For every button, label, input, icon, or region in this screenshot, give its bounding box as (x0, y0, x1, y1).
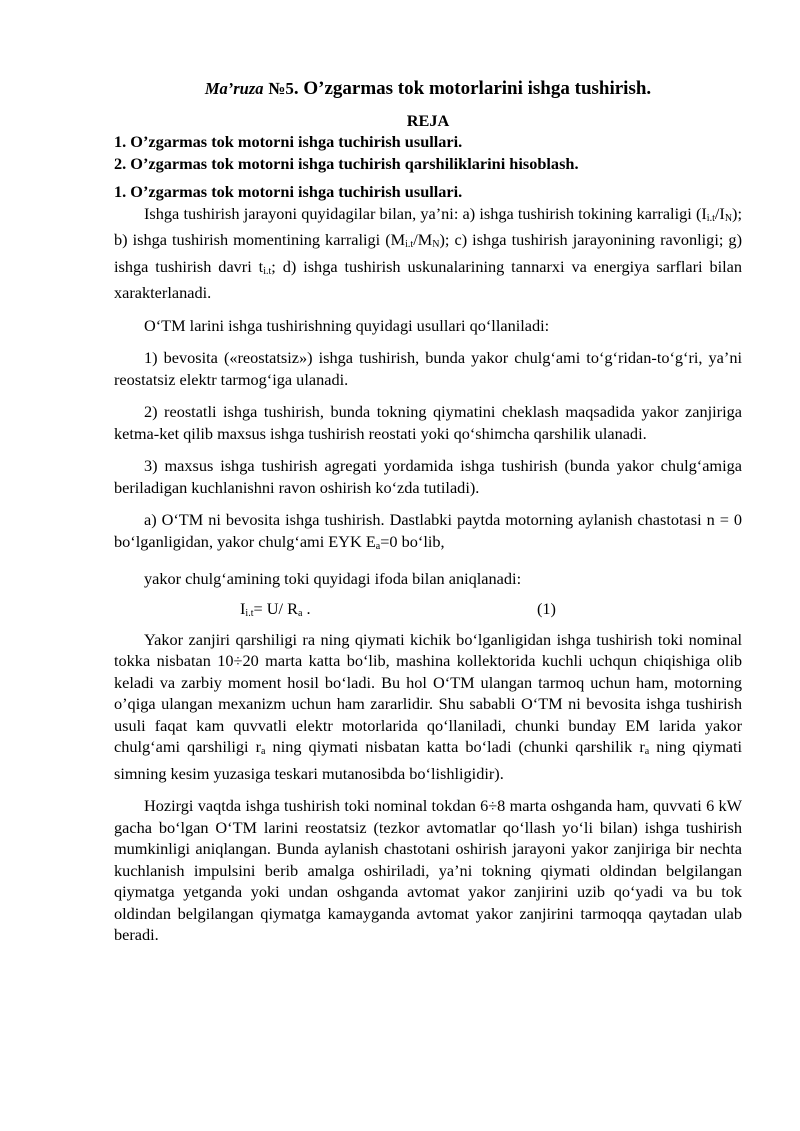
plan-heading: REJA (406, 110, 450, 130)
paragraph-method-3: 3) maxsus ishga tushirish agregati yordamida ishga tushirish (bunda yakor chulg‘amiga beriladigan kuchlanishni ravon oshirish ko‘zda tutiladi). (114, 456, 742, 497)
paragraph-resistance: Yakor zanjiri qarshiligi ra ning qiymati kichik bo‘lganligidan ishga tushirish toki nominal tokka nisbatan 10÷20 marta katta bo‘lib, mashina kollektorida kuchli uchqun chiqishiga olib keladi va zarbiy moment hosil bo‘ladi. Bu hol O‘TM ulangan tarmoq uchun ham, motorning o’qiga ulangan mexanizm uchun ham zararlidir. Shu sababli O‘TM ni bevosita ishga tushirish usuli faqat kam quvvatli elektr motorlarida qo‘llaniladi, chunki bunday EM larida yakor chulg‘ami qarshiligi $r_a$ ning qiymati nisbatan katta bo‘ladi (chunki qarshilik $r_a$ ning qiymati simning kesim yuzasiga teskari mutanosibda bo‘lishligidir). (114, 629, 743, 783)
lecture-prefix: Ma’ruza (204, 79, 264, 98)
section-heading-1: 1. O’zgarmas tok motorni ishga tuchirish usullari. (114, 182, 463, 201)
lecture-number: №5 (268, 79, 294, 98)
plan-item-2: 2. O’zgarmas tok motorni ishga tuchirish qarshiliklarini hisoblash. (114, 153, 579, 173)
paragraph-criteria: Ishga tushirish jarayoni quyidagilar bilan, ya’ni: a) ishga tushirish tokining karraligi $(I_{i.t}/I_N)$; b) ishga tushirish momentining karraligi $(M_{i.t}/M_N)$; c) ishga tushirish jarayonining ravonligi; g) ishga tushirish davri $t_{i.t}$; d) ishga tushirish uskunalarining tannarxi va energiya sarflari bilan xarakterlanadi. (114, 203, 742, 302)
lecture-title (114, 78, 742, 100)
paragraph-direct-start: a) O‘TM ni bevosita ishga tushirish. Dastlabki paytda motorning aylanish chastotasi n = 0 bo‘lganligidan, yakor chulg‘ami EYK $E_a=0$ bo‘lib, (114, 510, 742, 552)
paragraph-method-2: 2) reostatli ishga tushirish, bunda tokning qiymatini cheklash maqsadida yakor zanjiriga ketma-ket qilib maxsus ishga tushirish reostati yoki qo‘shimcha qarshilik ulanadi. (114, 402, 742, 443)
formula-1 (114, 598, 742, 620)
formula-expression: $I_{i.t}= U/$ $R_a$ . (240, 598, 311, 619)
paragraph-methods-intro: O‘TM larini ishga tushirishning quyidagi usullari qo‘llaniladi: (144, 315, 550, 335)
paragraph-method-1: 1) bevosita («reostatsiz») ishga tushirish, bunda yakor chulg‘ami to‘g‘ridan-to‘g‘ri, ya’ni reostatsiz elektr tarmog‘iga ulanadi. (114, 348, 742, 389)
document-page (114, 70, 742, 953)
plan-item-1: 1. O’zgarmas tok motorni ishga tuchirish usullari. (114, 132, 463, 151)
paragraph-current-intro: yakor chulg‘amining toki quyidagi ifoda bilan aniqlanadi: (144, 569, 522, 588)
lecture-title-text: . O’zgarmas tok motorlarini ishga tushirish. (293, 78, 652, 99)
formula-number: (1) (537, 598, 556, 618)
paragraph-modern: Hozirgi vaqtda ishga tushirish toki nominal tokdan 6÷8 marta oshganda ham, quvvati 6 kW gacha bo‘lgan O‘TM larini reostatsiz (tezkor avtomatlar qo‘llash yo‘li bilan) ishga tushirish mumkinligi aniqlangan. Bunda aylanish chastotani oshirish jarayoni yakor zanjiriga bir nechta kuchlanish impulsini berib amalga oshiriladi, ya’ni tokning qiymati oldindan belgilangan qiymatga yetganda yoki undan oshganda avtomat yakor zanjirini uzib qo‘yadi va bu tok oldindan belgilangan qiymatga kamayganda avtomat yakor zanjirini tarmoqqa qaytadan ulab beradi. (114, 796, 742, 944)
